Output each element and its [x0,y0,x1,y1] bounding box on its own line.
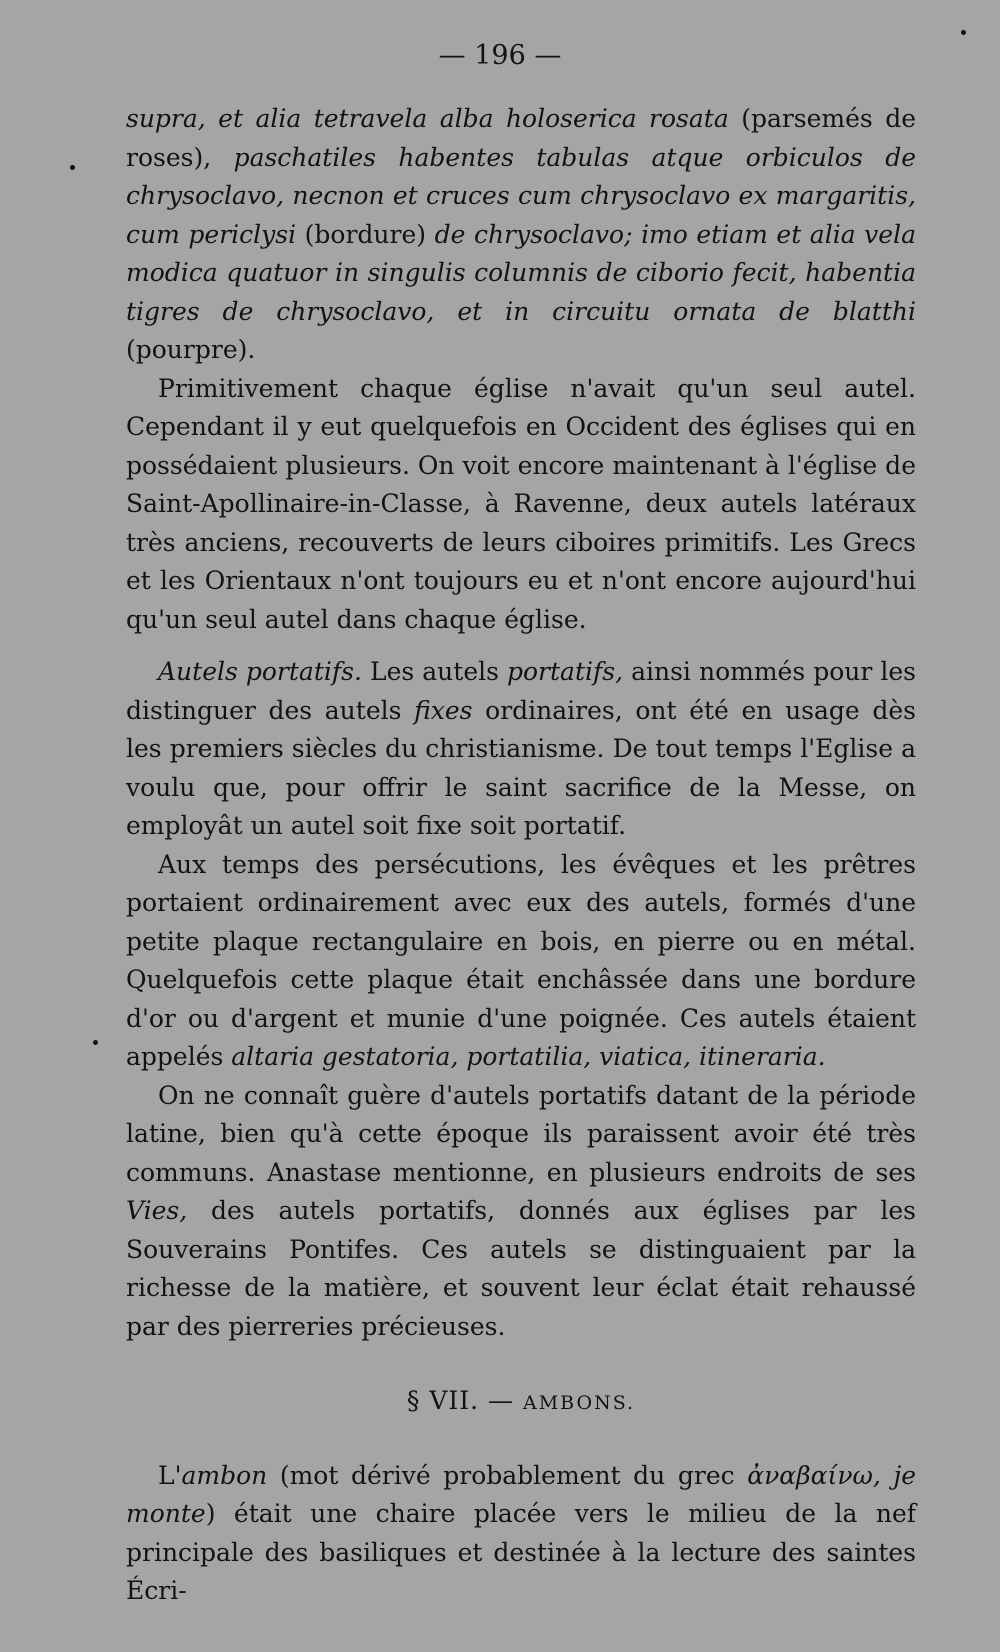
paragraph-ambon [126,1457,916,1611]
paragraph-ciborium-veils [126,100,916,370]
paragraph-persecutions [126,846,916,1077]
text-segment: (mot dérivé probablement du grec [267,1460,748,1490]
text-segment [881,1461,894,1490]
text-segment: ) était une chaire placée vers le milieu de la nef principale des basiliques et destinée à la lecture des saintes Écri- [126,1499,916,1605]
text-segment: ainsi nommés pour les distinguer des autels [126,657,917,725]
italic-text-segment: Vies, [126,1196,188,1225]
text-segment: des autels portatifs, donnés aux églises par les Souverains Pontifes. Ces autels se distinguaient par la richesse de la matière, et souvent leur éclat était rehaussé par des pierreries précieuses. [126,1196,916,1341]
italic-text-segment: portatifs, [507,657,624,686]
paragraph-single-altar [126,370,916,640]
page-body [126,100,916,1611]
text-segment: Primitivement chaque église n'avait qu'un seul autel. Cependant il y eut quelquefois en Occident des églises qui en possédaient plusieurs. On voit encore maintenant à l'église de Saint-Apollinaire-in-Classe, à Ravenne, deux autels latéraux très anciens, recouverts de leurs ciboires primitifs. Les Grecs et les Orientaux n'ont toujours eu et n'ont encore aujourd'hui qu'un seul autel dans chaque église. [126,373,916,634]
section-title: AMBONS. [523,1392,636,1414]
italic-text-segment: supra, et alia tetravela alba holoserica rosata [126,104,729,133]
italic-text-segment: altaria gestatoria, portatilia, viatica, itineraria. [231,1042,826,1071]
scan-speck [93,1040,98,1045]
italic-text-segment: je monte [126,1460,916,1528]
italic-text-segment: ambon [181,1460,268,1490]
text-segment: ordinaires, ont été en usage dès les premiers siècles du christianisme. De tout temps l'Eglise a voulu que, pour offrir le saint sacrifice de la Messe, on employât un autel soit fixe soit portatif. [126,695,916,840]
page-number: — 196 — [438,40,562,71]
italic-text-segment: Autels portatifs. [158,657,362,686]
section-number: § VII. — [406,1386,523,1415]
text-segment: (bordure) [296,219,435,249]
scan-speck [961,30,966,35]
italic-text-segment: fixes [414,695,473,725]
italic-text-segment: de chrysoclavo; imo etiam et alia vela modica quatuor in singulis columnis de ciborio fecit, habentia tigres de chrysoclavo, et in circuitu ornata de blatthi [126,219,916,326]
text-segment: L' [158,1460,182,1490]
text-segment: (parsemés de roses), [126,104,916,172]
paragraph-latin-period [126,1077,916,1347]
section-heading [126,1382,916,1423]
italic-text-segment: paschatiles habentes tabulas atque orbiculos de chrysoclavo, necnon et cruces cum chrysoclavo ex margaritis, cum periclysi [126,142,916,249]
text-segment: On ne connaît guère d'autels portatifs datant de la période latine, bien qu'à cette époque ils paraissent avoir été très communs. Anastase mentionne, en plusieurs endroits de ses [126,1080,916,1187]
italic-text-segment: ἀναβαίνω, [747,1460,881,1490]
text-segment: Les autels [361,657,507,686]
text-segment: Aux temps des persécutions, les évêques et les prêtres portaient ordinairement avec eux des autels, formés d'une petite plaque rectangulaire en bois, en pierre ou en métal. Quelquefois cette plaque était enchâssée dans une bordure d'or ou d'argent et munie d'une poignée. Ces autels étaient appelés [126,849,916,1071]
text-segment: (pourpre). [126,335,256,364]
scan-speck [70,165,75,170]
paragraph-portable-altars [126,653,916,846]
